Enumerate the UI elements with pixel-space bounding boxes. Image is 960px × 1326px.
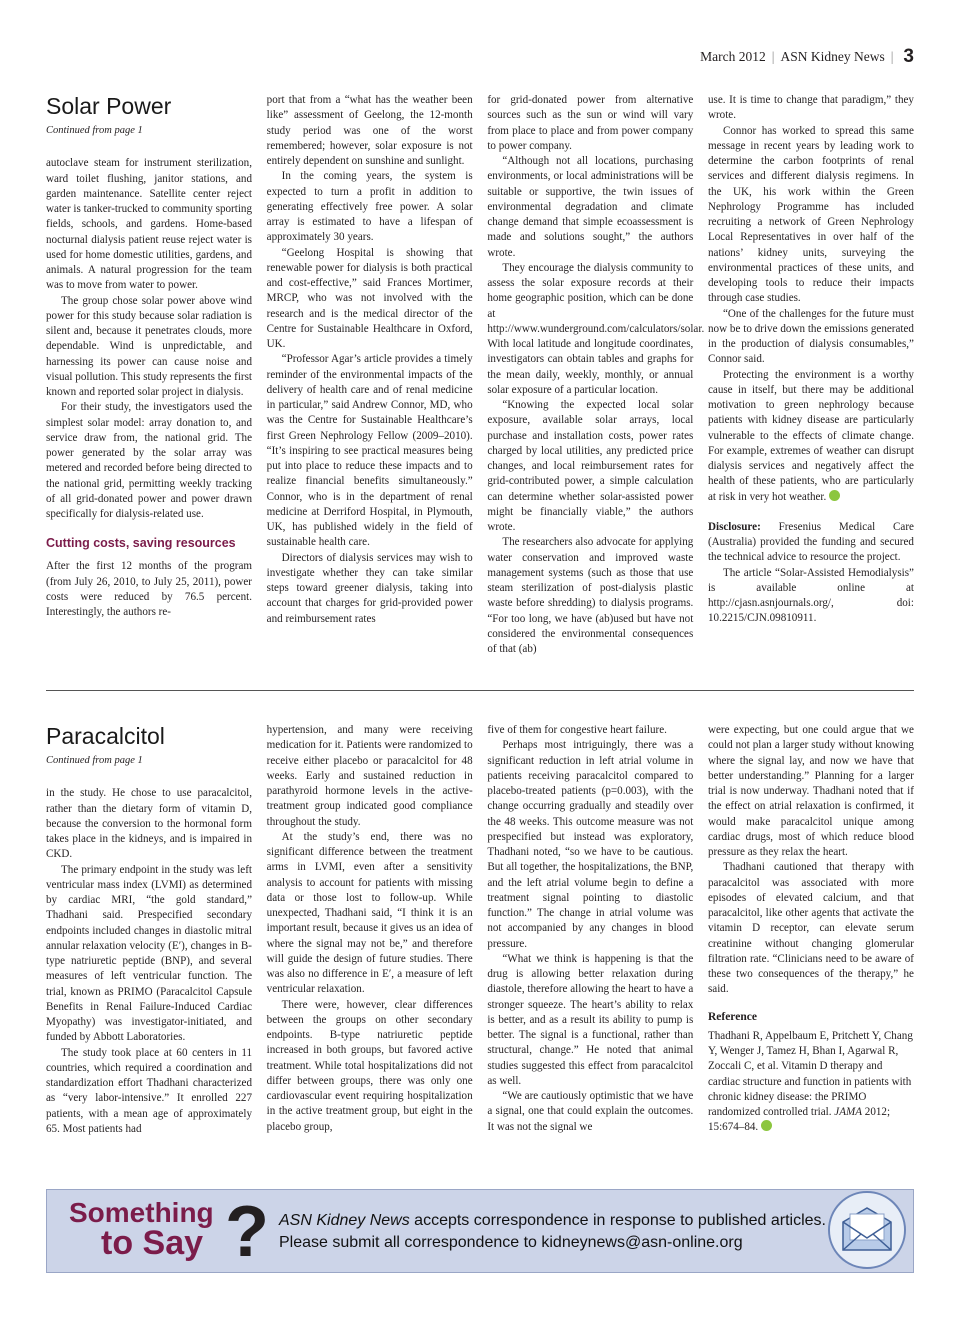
publication-name: ASN Kidney News xyxy=(279,1212,410,1229)
paracalcitol-column-4 xyxy=(708,723,914,1137)
reference xyxy=(708,1029,914,1136)
paragraph: The researchers also advocate for applying water conservation and improved waste management systems (such as those that use steam sterilization of post-dialysis plastic waste before shredding) to dialysis programs. “For too long, we have (ab)used but have not considered the environmental consequences of that (ab) xyxy=(487,536,694,655)
paragraph: The group chose solar power above wind power for this study because solar radiation is silent and, because it penetrates clouds, more dependable. Wind is unpredictable, and harnessing its power can cause noise and visual pollution. This study represents the first known and reported solar project in dialysis. xyxy=(46,294,252,398)
subheading: Cutting costs, saving resources xyxy=(46,536,236,551)
solar-column-2 xyxy=(267,93,473,657)
article-title: Paracalcitol xyxy=(46,723,165,749)
paragraph: “Knowing the expected local solar exposure, available solar arrays, local purchase and installation costs, power rates charged by local utilities, any predicted price changes, and local reimbursement rates for grid-contributed power, a simple calculation can determine whether solar-assisted power might be financially viable,” the authors wrote. xyxy=(487,399,694,533)
disclosure-label: Disclosure: xyxy=(707,520,761,533)
paragraph: “Geelong Hospital is showing that renewable power for dialysis is both practical and cost-effective,” said Frances Mortimer, MRCP, who was not involved with the research and is the medical director of the Centre for Sustainable Healthcare in Oxford, UK. xyxy=(266,246,473,350)
article-note: The article “Solar-Assisted Hemodialysis” is available online at http://cjasn.asnjournals.org/, doi: 10.2215/CJN.09810911. xyxy=(707,566,914,625)
question-mark: ? xyxy=(225,1192,269,1272)
solar-column-3 xyxy=(487,93,705,657)
paragraph: For their study, the investigators used the simplest solar model: array donation to, and service draw from, the national grid. The power generated by the solar array was metered and recorded before being directed to the national grid, permitting weekly tracking of all grid-donated power and power drawn specifically for dialysis-related use. xyxy=(46,401,252,520)
paragraph: In the coming years, the system is expected to turn a profit in addition to generating effectively free power. A solar array is estimated to have a lifespan of approximately 30 years. xyxy=(266,170,473,244)
something-to-say-logo xyxy=(69,1197,214,1262)
header-separator: | xyxy=(771,49,775,64)
continued-note: Continued from page 1 xyxy=(46,125,143,136)
paracalcitol-column-3 xyxy=(487,723,693,1137)
continued-note: Continued from page 1 xyxy=(46,755,143,766)
paragraph: Thadhani cautioned that therapy with paracalcitol was associated with more episodes of elevated calcium, and that paracalcitol, like other agents that activate the vitamin D receptor, can elevate serum creatinine without changing glomerular filtration rate. “Clinicians need to be aware of these two consequences of the therapy,” he said. xyxy=(707,861,914,996)
paragraph: “We are cautiously optimistic that we have a signal, one that could explain the outcomes. It was not the signal we xyxy=(487,1090,694,1133)
paracalcitol-article xyxy=(46,723,914,1137)
logo-line-1: Something xyxy=(69,1197,214,1228)
paragraph: hypertension, and many were receiving medication for it. Patients were randomized to receive either placebo or paracalcitol for 48 weeks. Early and sustained reduction in parathyroid hormone levels in the active-treatment group indicated good compliance throughout the study. xyxy=(266,724,473,828)
solar-power-article xyxy=(46,93,914,657)
paragraph: “One of the challenges for the future must now be to drive down the emissions generated in the production of dialysis consumables,” Connor said. xyxy=(707,307,914,366)
paragraph: Connor has worked to spread this same message in recent years by leading work to determine the carbon footprints of renal services and different dialysis regimens. In the UK, his work within the Green Nephrology Programme has included recruiting a network of Green Nephrology Local Representatives in over half of the nations’ kidney units, surveying the environmental practices of these units, and developing tools to reduce their impacts through case studies. xyxy=(707,124,914,305)
disclosure-text: Fresenius Medical Care (Australia) provided the funding and secured the technical advice to resource the project. xyxy=(707,520,914,564)
solar-column-1 xyxy=(46,93,252,657)
envelope-icon xyxy=(825,1188,909,1277)
paragraph: port that from a “what has the weather been like” assessment of Geelong, the 12-month study period was one of the worst remembered; however, solar exposure is not entirely dependent on sunshine and sunlight. xyxy=(266,94,473,167)
paragraph: Perhaps most intriguingly, there was a significant reduction in left atrial volume in patients receiving paracalcitol compared to placebo-treated patients (p=0.003), with the change occurring gradually and steadily over the 48 weeks. This outcome measure was not prespecified but instead was exploratory, Thadhani noted, “so we have to be cautious. But all together, the hospitalizations, the BNP, and the left atrial volume begin to define a treatment signal pointing to diastolic function.” The change in atrial volume was not accompanied by any changes in blood pressure. xyxy=(487,739,694,950)
paracalcitol-column-1 xyxy=(46,723,252,1137)
page-number: 3 xyxy=(903,46,914,67)
paragraph: They encourage the dialysis community to assess the solar exposure records at their home geographic position, which can be done at http://www.wunderground.com/calculators/solar. With local latitude and longitude coordinates, investigators can obtain tables and graphs for the mean daily, weekly, monthly, or annual solar exposure of a particular location. xyxy=(487,261,705,396)
paragraph: There were, however, clear differences between the groups on other secondary endpoints. B-type natriuretic peptide increased in both groups, but favored active treatment. While total hospitalizations did not differ between groups, there was only one cardiovascular event requiring hospitalization in the active treatment group, but eight in the placebo group, xyxy=(266,998,473,1133)
paragraph: The primary endpoint in the study was left ventricular mass index (LVMI) as determined by cardiac MRI, “the gold standard,” Thadhani said. Prespecified secondary endpoints included changes in diastolic mitral annular relaxation velocity (E′), changes in B-type natriuretic peptide (BNP), and several measures of left ventricular function. The trial, known as PRIMO (Paracalcitol Capsule Benefits in Renal Failure-Induced Cardiac Myopathy) was investigator-initiated, and funded by Abbott Laboratories. xyxy=(46,863,252,1044)
paragraph: “What we think is happening is that the drug is allowing better relaxation during diastole, therefore allowing the heart to have a stronger squeeze. The heart’s ability to relax is better, and as a result its ability to pump is better. The signal is a functional, rather than structural, change.” He noted that animal studies suggested this effect from paracalcitol as well. xyxy=(487,952,694,1087)
reference-heading: Reference xyxy=(707,1010,757,1023)
paragraph: use. It is time to change that paradigm,” they wrote. xyxy=(707,94,914,122)
paragraph: After the first 12 months of the program (from July 26, 2010, to July 25, 2011), power costs were reduced by 76.5 percent. Interestingly, the authors re- xyxy=(46,560,252,618)
banner-message xyxy=(279,1210,839,1254)
paragraph-text: Protecting the environment is a worthy cause in itself, but there may be additional motivation to green nephrology because patients with kidney disease are particularly vulnerable to the effects of climate change. For example, extremes of weather can disrupt dialysis services and negatively affect the health of these patients, who are particularly at risk in very hot weather. xyxy=(707,368,914,503)
paragraph: “Although not all locations, purchasing environments, or local administrations will be suitable or supportive, the twin issues of environmental degradation and climate change demand that simple ecoassessment is made and solutions sought,” the authors wrote. xyxy=(487,155,694,259)
paragraph xyxy=(708,368,914,505)
reference-journal: JAMA xyxy=(834,1106,862,1118)
article-title: Solar Power xyxy=(46,93,172,119)
end-mark-icon xyxy=(829,490,840,501)
paragraph: The study took place at 60 centers in 11 countries, which required a coordination and standardization effort Thadhani characterized as “very labor-intensive.” It enrolled 227 patients, with a mean age of approximately 65. Most patients had xyxy=(46,1046,252,1135)
header-separator: | xyxy=(890,49,894,64)
paragraph: At the study’s end, there was no significant difference between the treatment arms in LVMI, even after a sensitivity analysis to account for patients with missing data or those lost to follow-up. While unexpected, Thadhani said, “I think it is an important result, because it gives us an idea of where the signal may not be,” and therefore will guide the design of future studies. There was also no difference in E′, a measure of left ventricular relaxation. xyxy=(266,830,473,996)
paragraph: autoclave steam for instrument sterilization, ward toilet flushing, janitor stations, and garden maintenance. Satellite center reject water is tanker-trucked to community sporting fields, schools, and gardens. Home-based nocturnal dialysis patient reuse reject water is used for home domestic utilities, gardens, and animals. A natural progression for the team was to move from water to power. xyxy=(46,157,252,292)
solar-column-4 xyxy=(708,93,914,657)
end-mark-icon xyxy=(761,1120,772,1131)
disclosure xyxy=(708,520,914,566)
correspondence-banner xyxy=(46,1189,914,1273)
paragraph: were expecting, but one could argue that we could not plan a larger study without knowing where the signal lay, and now we have that better understanding.” Planning for a larger trial is now underway. Thadhani noted that if the effect on atrial relaxation is confirmed, it would make paracalcitol unique among cardiac drugs, most of which reduce blood pressure as they relax the heart. xyxy=(707,724,914,858)
reference-text: Thadhani R, Appelbaum E, Pritchett Y, Chang Y, Wenger J, Tamez H, Bhan I, Agarwal R, Zoccali C, et al. Vitamin D therapy and cardiac structure and function in patients with chronic kidney disease: the PRIMO randomized controlled trial. xyxy=(707,1029,913,1118)
page-header xyxy=(700,46,914,68)
logo-line-2: to Say xyxy=(101,1224,204,1262)
section-divider xyxy=(46,690,914,691)
publication-name: ASN Kidney News xyxy=(780,49,885,64)
paragraph: in the study. He chose to use paracalcitol, rather than the dietary form of vitamin D, because the conversion to the hormonal form takes place in the kidneys, and is impaired in CKD. xyxy=(46,787,252,861)
issue-date: March 2012 xyxy=(700,49,766,64)
paracalcitol-column-2 xyxy=(267,723,473,1137)
reference-citation: 2012; 15:674–84. xyxy=(707,1106,891,1134)
paragraph: five of them for congestive heart failure. xyxy=(487,724,667,736)
paragraph: Directors of dialysis services may wish to investigate whether they can take similar steps toward greener dialysis, taking into account that charges for grid-provided power and reimbursement rates xyxy=(266,551,473,625)
banner-text: accepts correspondence in response to published articles. Please submit all correspondence to kidneynews@asn-online.org xyxy=(279,1212,826,1251)
paragraph: for grid-donated power from alternative sources such as the sun or wind will vary from place to place and from power company to power company. xyxy=(487,94,694,152)
paragraph: “Professor Agar’s article provides a timely reminder of the environmental impacts of the delivery of health care and of renal medicine in particular,” said Andrew Connor, MD, who was the Centre for Sustainable Healthcare’s first Green Nephrology Fellow (2009–2010). “It’s inspiring to see practical measures being put into place to reduce these impacts and to realize financial benefits simultaneously.” Connor, who is in the department of renal medicine at Derriford Hospital, in Plymouth, UK, has published widely in the field of sustainable health care. xyxy=(266,353,473,549)
